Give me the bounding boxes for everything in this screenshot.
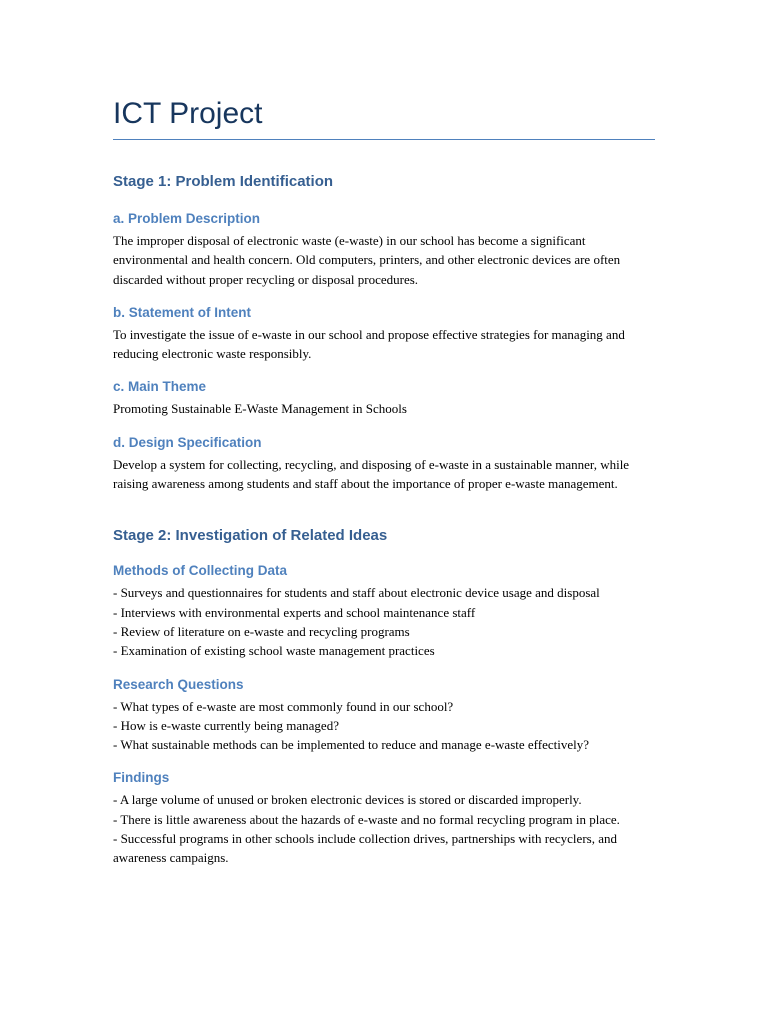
main-theme-heading: c. Main Theme [113,379,207,395]
list-item: - How is e-waste currently being managed? [113,717,339,733]
research-questions-heading: Research Questions [113,676,244,692]
statement-of-intent-heading: b. Statement of Intent [113,304,251,320]
methods-list [113,583,658,660]
list-item: - Examination of existing school waste management practices [113,643,435,659]
design-specification-text: Develop a system for collecting, recycling, and disposing of e-waste in a sustainable manner, while raising awareness among students and staff about the importance of proper e-waste management. [113,456,630,492]
list-item: - A large volume of unused or broken electronic devices is stored or discarded improperly. [113,792,582,808]
list-item: - What sustainable methods can be implemented to reduce and manage e-waste effectively? [113,737,589,753]
document-title: ICT Project [113,97,263,130]
list-item: - Review of literature on e-waste and recycling programs [113,623,410,639]
list-item: - What types of e-waste are most commonly found in our school? [113,698,454,714]
problem-description-heading: a. Problem Description [113,211,261,226]
stage1-heading: Stage 1: Problem Identification [113,173,334,190]
main-theme-text: Promoting Sustainable E-Waste Management in Schools [113,401,407,417]
document-body [113,171,658,868]
list-item: - Surveys and questionnaires for students and staff about electronic device usage and disposal [113,585,600,601]
title-divider [113,139,655,140]
stage2-heading: Stage 2: Investigation of Related Ideas [113,527,388,545]
findings-heading: Findings [113,770,170,786]
statement-of-intent-text: To investigate the issue of e-waste in our school and propose effective strategies for managing and reducing electronic waste responsibly. [113,326,625,362]
design-specification-heading: d. Design Specification [113,434,262,450]
research-questions-list [113,697,658,755]
findings-list [113,790,658,867]
list-item: - Interviews with environmental experts and school maintenance staff [113,604,476,620]
methods-heading: Methods of Collecting Data [113,563,288,579]
list-item: - Successful programs in other schools include collection drives, partnerships with recyclers, and awareness campaigns. [113,831,617,866]
problem-description-text: The improper disposal of electronic waste (e-waste) in our school has become a significant environmental and health concern. Old computers, printers, and other electronic devices are often discarded without proper recycling or disposal procedures. [113,233,621,287]
list-item: - There is little awareness about the hazards of e-waste and no formal recycling program in place. [113,811,620,827]
